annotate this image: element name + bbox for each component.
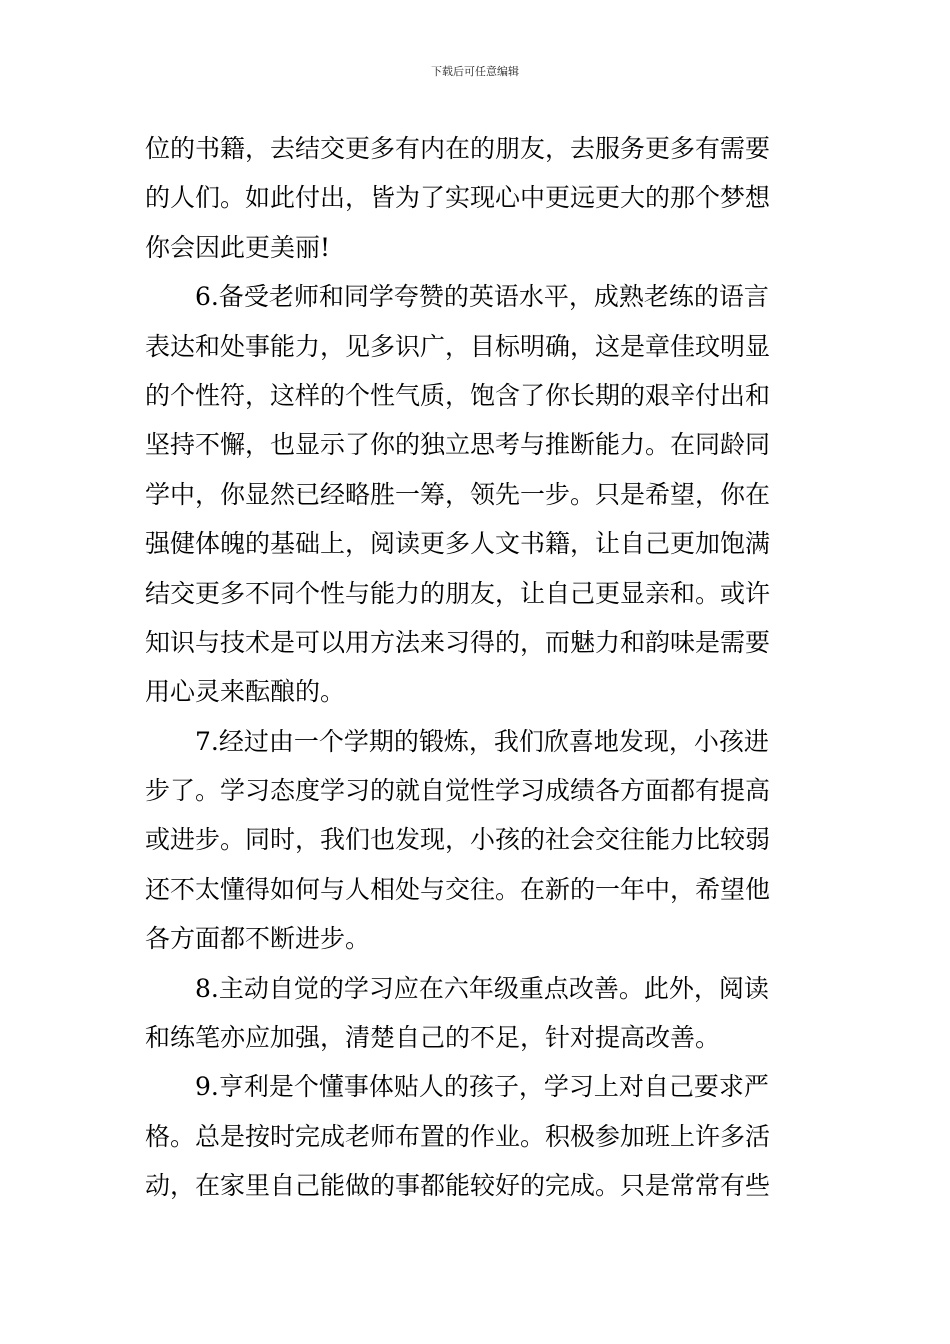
- text-line: 7.经过由一个学期的锻炼，我们欣喜地发现，小孩进: [195, 726, 769, 756]
- text-line: 用心灵来酝酿的。: [145, 677, 346, 707]
- text-line: 动，在家里自己能做的事都能较好的完成。只是常常有些: [145, 1171, 771, 1201]
- document-body: [145, 124, 810, 1211]
- text-line: 步了。学习态度学习的就自觉性学习成绩各方面都有提高: [145, 776, 771, 806]
- text-line: 还不太懂得如何与人相处与交往。在新的一年中，希望他: [145, 874, 771, 904]
- text-line: 或进步。同时，我们也发现，小孩的社会交往能力比较弱: [145, 825, 771, 855]
- text-line: 各方面都不断进步。: [145, 924, 371, 954]
- text-line: 8.主动自觉的学习应在六年级重点改善。此外，阅读: [195, 973, 769, 1003]
- text-line: 你会因此更美丽!: [145, 232, 331, 262]
- text-line: 坚持不懈，也显示了你的独立思考与推断能力。在同龄同: [145, 430, 771, 460]
- text-line: 格。总是按时完成老师布置的作业。积极参加班上许多活: [145, 1121, 771, 1151]
- text-line: 6.备受老师和同学夸赞的英语水平，成熟老练的语言: [195, 282, 769, 312]
- text-line: 学中，你显然已经略胜一筹，领先一步。只是希望，你在: [145, 479, 771, 509]
- text-line: 表达和处事能力，见多识广，目标明确，这是章佳玟明显: [145, 331, 771, 361]
- text-line: 的个性符，这样的个性气质，饱含了你长期的艰辛付出和: [145, 380, 771, 410]
- text-line: 的人们。如此付出，皆为了实现心中更远更大的那个梦想: [145, 183, 771, 213]
- text-line: 知识与技术是可以用方法来习得的，而魅力和韵味是需要: [145, 627, 771, 657]
- text-line: 位的书籍，去结交更多有内在的朋友，去服务更多有需要: [145, 134, 771, 163]
- text-line: 和练笔亦应加强，清楚自己的不足，针对提高改善。: [145, 1023, 721, 1053]
- text-line: 强健体魄的基础上，阅读更多人文书籍，让自己更加饱满: [145, 529, 771, 559]
- text-line: 9.亨利是个懂事体贴人的孩子，学习上对自己要求严: [195, 1072, 769, 1102]
- page-header: 下载后可任意编辑: [431, 65, 519, 78]
- text-line: 结交更多不同个性与能力的朋友，让自己更显亲和。或许: [145, 578, 771, 608]
